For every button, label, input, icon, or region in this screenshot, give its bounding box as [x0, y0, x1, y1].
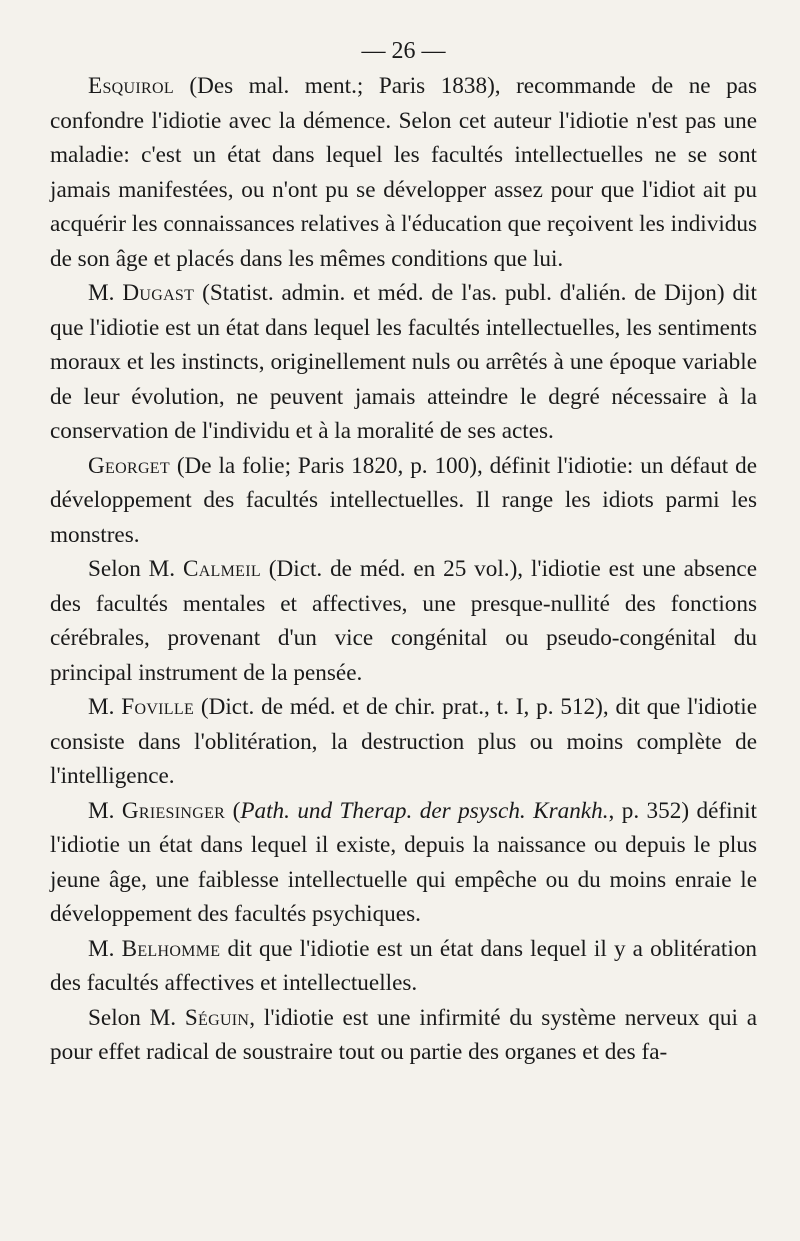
paragraph-dugast — [50, 276, 757, 449]
paragraph-calmeil — [50, 552, 757, 690]
author-name: Séguin — [184, 1004, 250, 1031]
paragraph-text: (De la folie; Paris 1820, p. 100), définit l'idiotie: un défaut de développement des facultés intellectuelles. Il range les idiots parmi les monstres. — [50, 452, 757, 548]
paragraph-text: (Des mal. ment.; Paris 1838), recommande de ne pas confondre l'idiotie avec la démence. Selon cet auteur l'idiotie n'est pas une maladie: c'est un état dans lequel les facultés intellectuelles ne se sont jamais manifestées, ou n'ont pu se développer assez pour que l'idiot ait pu acquérir les connaissances relatives à l'éducation que reçoivent les individus de son âge et placés dans les mêmes conditions que lui. — [50, 73, 757, 272]
paragraph-text: (Dict. de méd. en 25 vol.), l'idiotie est une absence des facultés mentales et affectives, une presque-nullité des fonctions cérébrales, provenant d'un vice congénital ou pseudo-congénital du principal instrument de la pensée. — [50, 556, 757, 686]
author-prefix: M. — [88, 797, 122, 824]
author-name: Griesinger — [121, 797, 226, 824]
paragraph-text-before: ( — [225, 797, 241, 824]
paragraph-seguin — [50, 1001, 757, 1070]
body-text — [50, 69, 757, 1070]
author-prefix: M. — [88, 280, 123, 306]
author-name: Esquirol — [88, 73, 174, 99]
paragraph-belhomme — [50, 932, 757, 1001]
author-name: Dugast — [122, 280, 195, 306]
author-prefix: M. — [88, 694, 122, 720]
author-name: Calmeil — [182, 556, 261, 582]
book-title: Path. und Therap. der psysch. Krankh. — [240, 797, 609, 824]
author-prefix: M. — [88, 935, 122, 962]
paragraph-text: , l'idiotie est une infirmité du système nerveux qui a pour effet radical de soustraire tout ou partie des organes et des fa- — [50, 1004, 757, 1065]
paragraph-text: (Dict. de méd. et de chir. prat., t. I, p. 512), dit que l'idiotie consiste dans l'oblitération, la destruction plus ou moins complète de l'intelligence. — [50, 694, 757, 789]
paragraph-text: (Statist. admin. et méd. de l'as. publ. d'alién. de Dijon) dit que l'idiotie est un état dans lequel les facultés intellectuelles, les sentiments moraux et les instincts, originellement nuls ou arrêtés à une époque variable de leur évolution, ne peuvent jamais atteindre le degré nécessaire à la conservation de l'individu et à la moralité de ses actes. — [50, 280, 757, 444]
page-number: — 26 — — [361, 38, 446, 64]
author-name: Foville — [121, 694, 195, 720]
paragraph-georget — [50, 449, 757, 553]
book-page — [50, 0, 757, 1241]
paragraph-text: dit que l'idiotie est un état dans lequel il y a oblitération des facultés affectives et intellectuelles. — [50, 935, 758, 996]
author-name: Belhomme — [121, 935, 221, 962]
author-prefix: Selon M. — [88, 556, 183, 582]
author-name: Georget — [88, 452, 170, 479]
paragraph-griesinger — [50, 794, 757, 932]
paragraph-text: , p. 352) définit l'idiotie un état dans lequel il existe, depuis la naissance ou depuis le plus jeune âge, une faiblesse intellectuelle qui empêche ou du moins enraie le développement des facultés psychiques. — [50, 797, 757, 927]
paragraph-esquirol — [50, 69, 757, 276]
author-prefix: Selon M. — [88, 1004, 185, 1031]
paragraph-foville — [50, 690, 757, 794]
